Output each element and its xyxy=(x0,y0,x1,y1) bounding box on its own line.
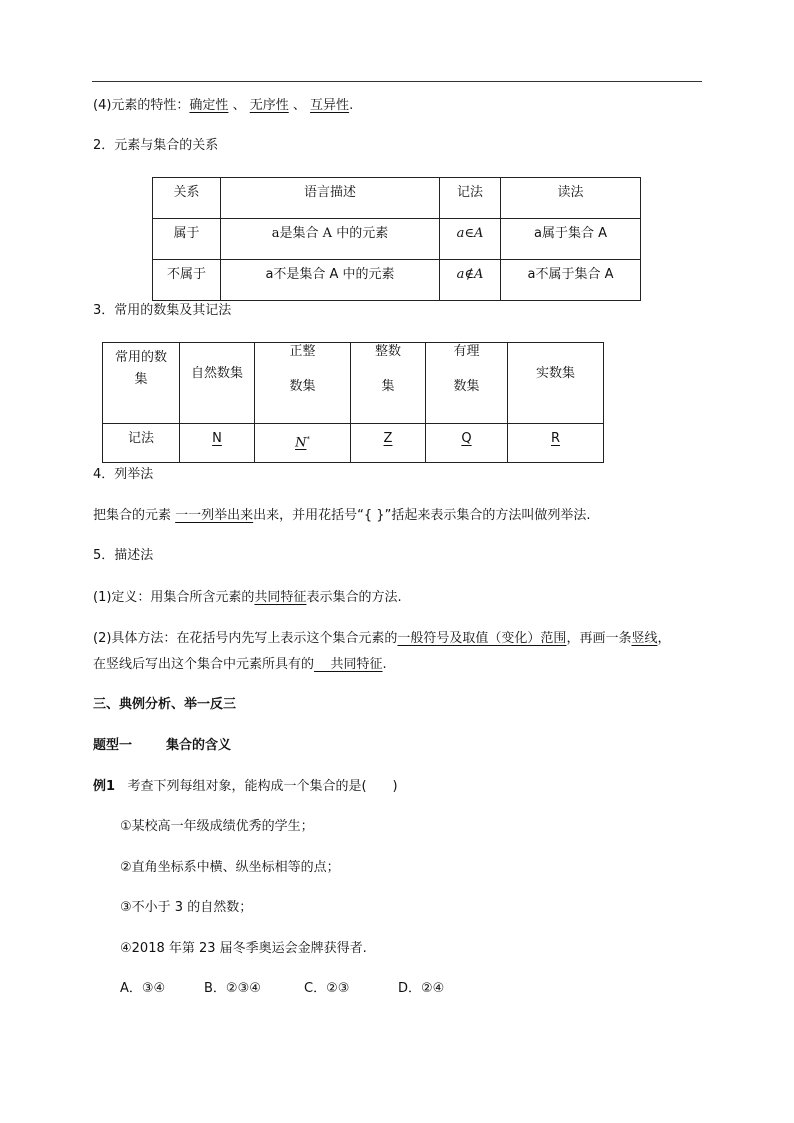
reading-cell: a不属于集合 A xyxy=(501,260,641,301)
header-line: 数集 xyxy=(453,379,480,394)
answer-options xyxy=(120,980,444,998)
header-cell xyxy=(426,343,508,424)
header-cell: 关系 xyxy=(153,178,221,219)
header-cell xyxy=(103,343,180,424)
text: . xyxy=(382,657,387,672)
text: ，再画一条 xyxy=(566,631,632,646)
notation-cell: a∈A xyxy=(440,219,501,260)
underlined-text: 竖线 xyxy=(631,631,658,646)
header-cell xyxy=(180,343,255,424)
property-determinacy: 确定性 xyxy=(189,98,229,113)
property-distinct: 互异性 xyxy=(310,98,350,113)
option-c: C．②③ xyxy=(304,981,350,996)
section-4-title: 4．列举法 xyxy=(93,467,154,482)
question-type-heading xyxy=(93,737,231,755)
rationals-symbol: Q xyxy=(461,431,472,446)
integers-symbol: Z xyxy=(383,431,393,446)
section-5-title: 5．描述法 xyxy=(93,548,154,563)
element-properties-line xyxy=(93,97,353,115)
table-row xyxy=(153,219,641,260)
table-row xyxy=(103,424,604,463)
reals-symbol: R xyxy=(550,431,561,446)
properties-prefix: (4)元素的特性： xyxy=(93,98,190,113)
header-cell xyxy=(351,343,426,424)
example-1-question xyxy=(93,778,398,796)
notation-cell: a∉A xyxy=(440,260,501,301)
header-line: 自然数集 xyxy=(190,366,243,381)
relation-cell: 属于 xyxy=(153,219,221,260)
underlined-text: 共同特征 xyxy=(254,590,307,605)
header-line: 数集 xyxy=(289,379,316,394)
header-line: 集 xyxy=(134,372,148,387)
description-method-line-2 xyxy=(93,656,387,674)
symbol-cell xyxy=(426,424,508,463)
section-2-title: 2．元素与集合的关系 xyxy=(93,138,219,153)
reading-cell: a属于集合 A xyxy=(501,219,641,260)
option-a: A．③④ xyxy=(120,981,166,996)
header-line: 有理 xyxy=(453,344,480,359)
option-d: D．②④ xyxy=(398,981,445,996)
header-line: 实数集 xyxy=(535,366,575,381)
period: . xyxy=(349,98,354,113)
number-sets-table xyxy=(102,342,604,463)
list-item: ①某校高一年级成绩优秀的学生； xyxy=(120,819,314,834)
description-cell: a不是集合 A 中的元素 xyxy=(221,260,440,301)
table-header-row xyxy=(153,178,641,219)
header-cell: 读法 xyxy=(501,178,641,219)
table-row xyxy=(153,260,641,301)
naturals-symbol: N xyxy=(212,431,222,446)
symbol-cell xyxy=(508,424,604,463)
list-item: ②直角坐标系中横、纵坐标相等的点； xyxy=(120,860,340,875)
section-3-title: 3．常用的数集及其记法 xyxy=(93,303,232,318)
underlined-text: 一一列举出来 xyxy=(175,508,254,523)
text: (1)定义：用集合所含元素的 xyxy=(93,590,255,605)
header-cell: 语言描述 xyxy=(221,178,440,219)
header-cell xyxy=(255,343,351,424)
list-item: ③不小于 3 的自然数； xyxy=(120,900,253,915)
symbol-cell xyxy=(351,424,426,463)
row-label-cell: 记法 xyxy=(103,424,180,463)
text: 在竖线后写出这个集合中元素所具有的 xyxy=(93,657,315,672)
text: (2)具体方法：在花括号内先写上表示这个集合元素的 xyxy=(93,631,398,646)
text: ， xyxy=(657,631,671,646)
text: 出来，并用花括号“{ }”括起来表示集合的方法叫做列举法. xyxy=(253,508,591,523)
separator: 、 xyxy=(232,98,246,113)
example-label: 例1 xyxy=(93,779,116,794)
type-title: 集合的含义 xyxy=(166,738,232,753)
text: 表示集合的方法. xyxy=(306,590,402,605)
description-method-line-1 xyxy=(93,630,670,648)
header-line: 常用的数 xyxy=(114,350,167,365)
section-heading-3: 三、典例分析、举一反三 xyxy=(93,697,237,712)
symbol-cell xyxy=(180,424,255,463)
description-cell: a是集合 A 中的元素 xyxy=(221,219,440,260)
type-label: 题型一 xyxy=(93,738,133,753)
header-cell: 记法 xyxy=(440,178,501,219)
separator: 、 xyxy=(292,98,306,113)
text: 把集合的元素 xyxy=(93,508,172,523)
positive-integers-symbol: N xyxy=(295,435,307,451)
property-unordered: 无序性 xyxy=(249,98,289,113)
question-text: 考查下列每组对象，能构成一个集合的是( ) xyxy=(127,779,398,794)
enumeration-definition xyxy=(93,507,590,525)
relation-cell: 不属于 xyxy=(153,260,221,301)
star-superscript: * xyxy=(306,435,310,443)
option-b: B．②③④ xyxy=(204,981,261,996)
table-header-row xyxy=(103,343,604,424)
header-line: 整数 xyxy=(374,344,401,359)
description-definition xyxy=(93,589,402,607)
underlined-text: 一般符号及取值（变化）范围 xyxy=(397,631,567,646)
underlined-text: 共同特征 xyxy=(314,657,383,672)
header-line: 正整 xyxy=(289,344,316,359)
header-rule xyxy=(92,81,702,82)
header-cell xyxy=(508,343,604,424)
symbol-cell xyxy=(255,424,351,463)
element-set-relation-table xyxy=(152,177,641,301)
header-line: 集 xyxy=(381,379,395,394)
list-item: ④2018 年第 23 届冬季奥运会金牌获得者. xyxy=(120,941,367,956)
